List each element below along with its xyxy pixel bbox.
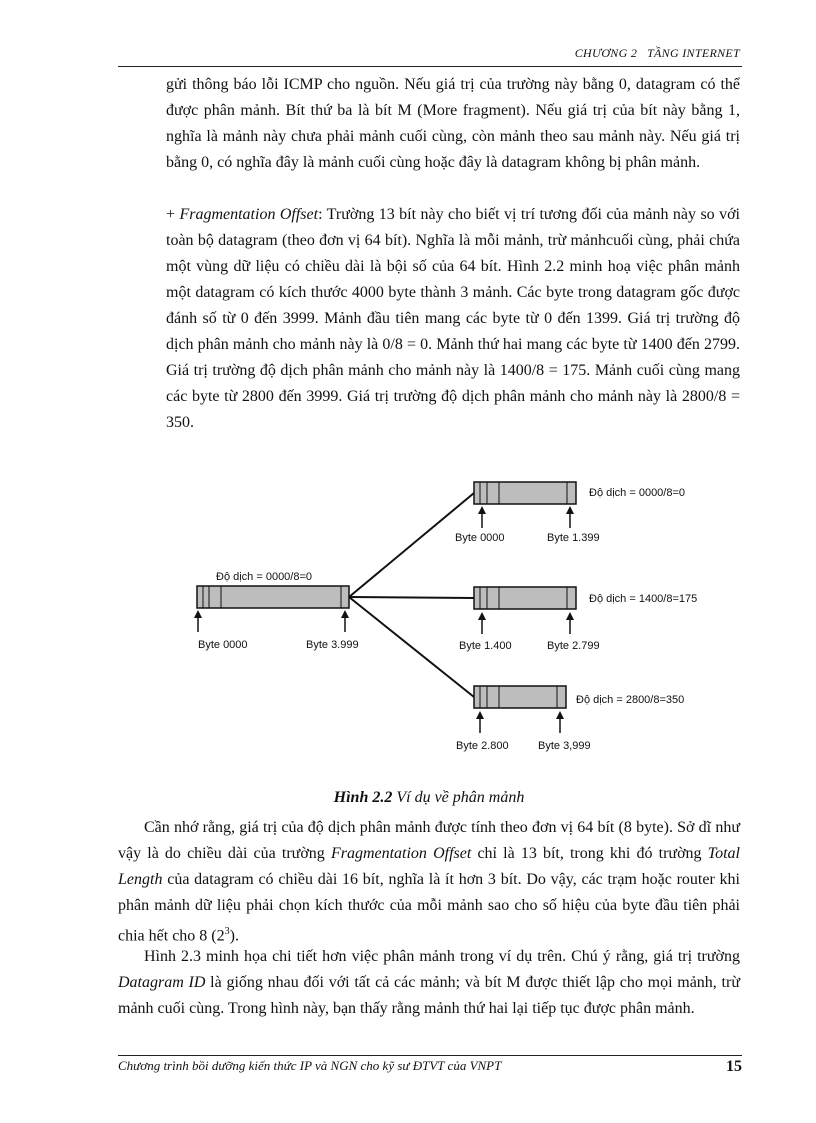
paragraph-icmp: gửi thông báo lỗi ICMP cho nguồn. Nếu giá trị của trường này bằng 0, datagram có thể được phân mảnh. Bít thứ ba là bít M (More fragment). Nếu giá trị của bít này bằng 1, nghĩa là mảnh này chưa phải mảnh cuối cùng, còn mảnh theo sau mảnh này. Nếu giá trị bằng 0, có nghĩa đây là mảnh cuối cùng hoặc đây là datagram không bị phân mảnh. (166, 76, 740, 171)
figure-caption (118, 789, 740, 807)
connector-line-1 (349, 493, 474, 597)
text-run: chỉ là 13 bít, trong khi đó trường (471, 845, 708, 862)
term-fragmentation-offset: Fragmentation Offset (179, 206, 319, 223)
fragment-2-box (474, 587, 576, 609)
fragment-3-start-label: Byte 2.800 (456, 740, 509, 752)
paragraph-figure-2-3 (118, 944, 740, 1022)
original-datagram (197, 571, 359, 651)
term-total-length: Total Length (118, 845, 740, 888)
footer-rule (118, 1055, 742, 1056)
fragment-2-end-label: Byte 2.799 (547, 640, 600, 652)
fragment-1-end-label: Byte 1.399 (547, 532, 600, 544)
fragment-3-offset-label: Độ dịch = 2800/8=350 (576, 694, 685, 706)
fragment-2-offset-label: Độ dịch = 1400/8=175 (589, 593, 698, 605)
fragment-1 (455, 482, 685, 544)
connector-line-3 (349, 597, 474, 697)
text-run: ). (229, 927, 239, 945)
fragment-1-offset-label: Độ dịch = 0000/8=0 (589, 487, 686, 499)
chapter-label: CHƯƠNG 2 (574, 46, 638, 60)
fragment-3 (456, 686, 684, 752)
fragment-1-box (474, 482, 576, 504)
original-offset-label: Độ dịch = 0000/8=0 (216, 571, 313, 583)
paragraph-offset-units (118, 815, 740, 949)
fragment-3-end-label: Byte 3,999 (538, 740, 591, 752)
original-datagram-box (197, 586, 349, 608)
fragment-3-box (474, 686, 566, 708)
caption-text: Ví dụ về phân mảnh (392, 789, 525, 806)
page-number: 15 (726, 1058, 742, 1075)
term-datagram-id: Datagram ID (118, 974, 206, 991)
term-fragmentation-offset: Fragmentation Offset (330, 845, 472, 862)
caption-label: Hình 2.2 (333, 789, 393, 806)
original-start-label: Byte 0000 (198, 639, 248, 651)
chapter-title: TẦNG INTERNET (647, 46, 740, 60)
text-run: Hình 2.3 minh họa chi tiết hơn việc phân mảnh trong ví dụ trên. Chú ý rằng, giá trị trường (144, 948, 740, 965)
paragraph-body: : Trường 13 bít này cho biết vị trí tương đối của mảnh này so với toàn bộ datagram (theo đơn vị 64 bít). Nghĩa là mỗi mảnh, trừ mảnhcuối cùng, phải chứa một vùng dữ liệu có chiều dài là bội số của 64 bít. Hình 2.2 minh hoạ việc phân mảnh một datagram có kích thước 4000 byte thành 3 mảnh. Các byte trong datagram gốc được đánh số từ 0 đến 3999. Mảnh đầu tiên mang các byte từ 0 đến 1399. Giá trị trường độ dịch phân mảnh cho mảnh này là 0/8 = 0. Mảnh thứ hai mang các byte từ 1400 đến 2799. Giá trị trường độ dịch phân mảnh cho mảnh này là 1400/8 = 175. Mảnh cuối cùng mang các byte từ 2800 đến 3999. Giá trị trường độ dịch phân mảnh cho mảnh này là 2800/8 = 350. (166, 206, 740, 431)
text-run: là giống nhau đối với tất cả các mảnh; và bít M được thiết lập cho mọi mảnh, trừ mảnh cuối cùng. Trong hình này, bạn thấy rằng mảnh thứ hai lại tiếp tục được phân mảnh. (118, 974, 741, 1017)
text-run: của datagram có chiều dài 16 bít, nghĩa là ít hơn 3 bít. Do vậy, các trạm hoặc router khi phân mảnh dữ liệu phải chọn kích thước của mỗi mảnh sao cho số hiệu của byte đầu tiên phải chia hết cho 8 (2 (118, 871, 740, 945)
text-run: Cần nhớ rằng, giá trị của độ dịch phân mảnh được tính theo đơn vị 64 bít (8 byte). Sở dĩ như vậy là do chiều dài của trường (118, 819, 740, 862)
fragment-1-start-label: Byte 0000 (455, 532, 505, 544)
running-footer: Chương trình bồi dưỡng kiến thức IP và NGN cho kỹ sư ĐTVT của VNPT (118, 1058, 502, 1073)
connector-line-2 (349, 597, 474, 598)
original-end-label: Byte 3.999 (306, 639, 359, 651)
bullet-prefix: + (166, 206, 180, 223)
superscript: 3 (224, 926, 230, 937)
fragment-2 (459, 587, 697, 652)
fragment-2-start-label: Byte 1.400 (459, 640, 512, 652)
